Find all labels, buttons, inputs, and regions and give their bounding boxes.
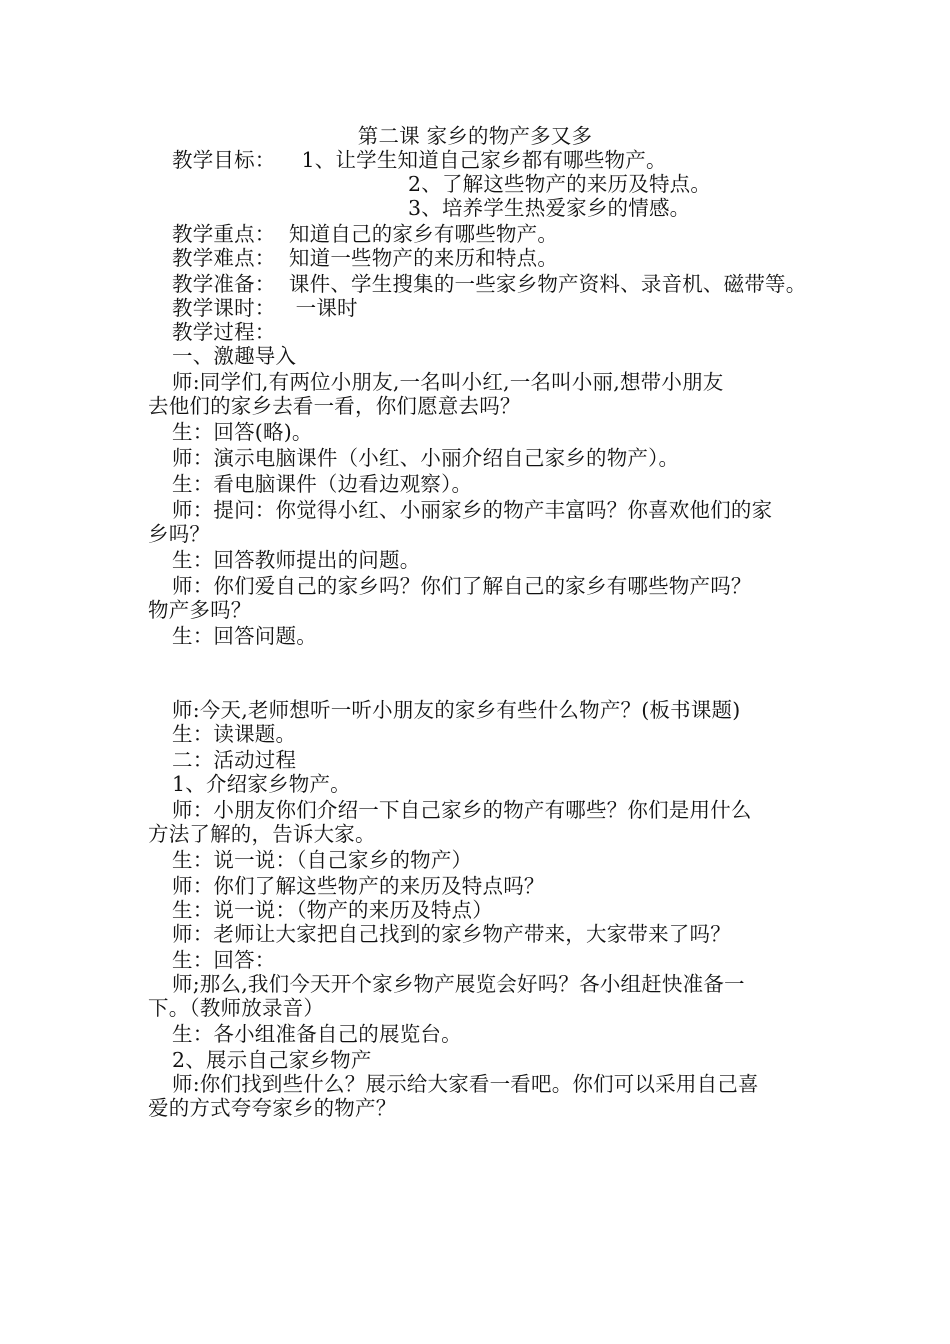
paragraph-line: 去他们的家乡去看一看，你们愿意去吗？ bbox=[148, 394, 521, 418]
paragraph-line: 2、展示自己家乡物产 bbox=[172, 1048, 372, 1072]
paragraph-line: 爱的方式夸夸家乡的物产？ bbox=[148, 1096, 397, 1120]
paragraph-line: 生：回答问题。 bbox=[172, 624, 317, 648]
paragraph-line: 师：小朋友你们介绍一下自己家乡的物产有哪些？你们是用什么 bbox=[172, 798, 752, 822]
paragraph-line: 师:你们找到些什么？展示给大家看一看吧。你们可以采用自己喜 bbox=[172, 1072, 759, 1096]
paragraph-line: 师：你们了解这些物产的来历及特点吗？ bbox=[172, 874, 545, 898]
paragraph-line: 乡吗？ bbox=[148, 522, 211, 546]
paragraph-line: 师:今天,老师想听一听小朋友的家乡有些什么物产？(板书课题) bbox=[172, 698, 741, 722]
paragraph-line: 生：回答(略)。 bbox=[172, 420, 313, 444]
paragraph-line: 师:同学们,有两位小朋友,一名叫小红,一名叫小丽,想带小朋友 bbox=[172, 370, 724, 394]
paragraph-line: 生：说一说：（物产的来历及特点） bbox=[172, 898, 493, 922]
part2-heading: 二：活动过程 bbox=[172, 748, 297, 772]
objectives-line-1 bbox=[172, 148, 667, 172]
paragraph-line: 师;那么,我们今天开个家乡物产展览会好吗？各小组赶快准备一 bbox=[172, 972, 745, 996]
lesson-title: 第二课 家乡的物产多又多 bbox=[357, 124, 593, 148]
paragraph-line: 方法了解的，告诉大家。 bbox=[148, 822, 376, 846]
paragraph-line: 生：回答： bbox=[172, 948, 276, 972]
preparation: 教学准备： 课件、学生搜集的一些家乡物产资料、录音机、磁带等。 bbox=[172, 272, 807, 296]
paragraph-line: 生：回答教师提出的问题。 bbox=[172, 548, 421, 572]
difficulty: 教学难点： 知道一些物产的来历和特点。 bbox=[172, 246, 559, 270]
key-point: 教学重点： 知道自己的家乡有哪些物产。 bbox=[172, 222, 559, 246]
paragraph-line: 物产多吗？ bbox=[148, 598, 252, 622]
paragraph-line: 生：读课题。 bbox=[172, 722, 297, 746]
objectives-label: 教学目标： bbox=[172, 148, 276, 172]
paragraph-line: 师：提问：你觉得小红、小丽家乡的物产丰富吗？你喜欢他们的家 bbox=[172, 498, 773, 522]
paragraph-line: 生：看电脑课件（边看边观察）。 bbox=[172, 472, 473, 496]
paragraph-line: 师：演示电脑课件（小红、小丽介绍自己家乡的物产）。 bbox=[172, 446, 680, 470]
part1-heading: 一、激趣导入 bbox=[172, 344, 297, 368]
process-label: 教学过程： bbox=[172, 320, 276, 344]
objective-item-2: 2、了解这些物产的来历及特点。 bbox=[408, 172, 712, 196]
paragraph-line: 下。（教师放录音） bbox=[148, 996, 325, 1020]
objective-item-3: 3、培养学生热爱家乡的情感。 bbox=[408, 196, 691, 220]
paragraph-line: 生：说一说：（自己家乡的物产） bbox=[172, 848, 473, 872]
paragraph-line: 师：你们爱自己的家乡吗？你们了解自己的家乡有哪些物产吗？ bbox=[172, 574, 752, 598]
paragraph-line: 师：老师让大家把自己找到的家乡物产带来，大家带来了吗？ bbox=[172, 922, 731, 946]
class-hours: 教学课时： 一课时 bbox=[172, 296, 358, 320]
objective-item-1: 1、让学生知道自己家乡都有哪些物产。 bbox=[301, 148, 667, 172]
paragraph-line: 1、介绍家乡物产。 bbox=[172, 772, 351, 796]
paragraph-line: 生：各小组准备自己的展览台。 bbox=[172, 1022, 462, 1046]
